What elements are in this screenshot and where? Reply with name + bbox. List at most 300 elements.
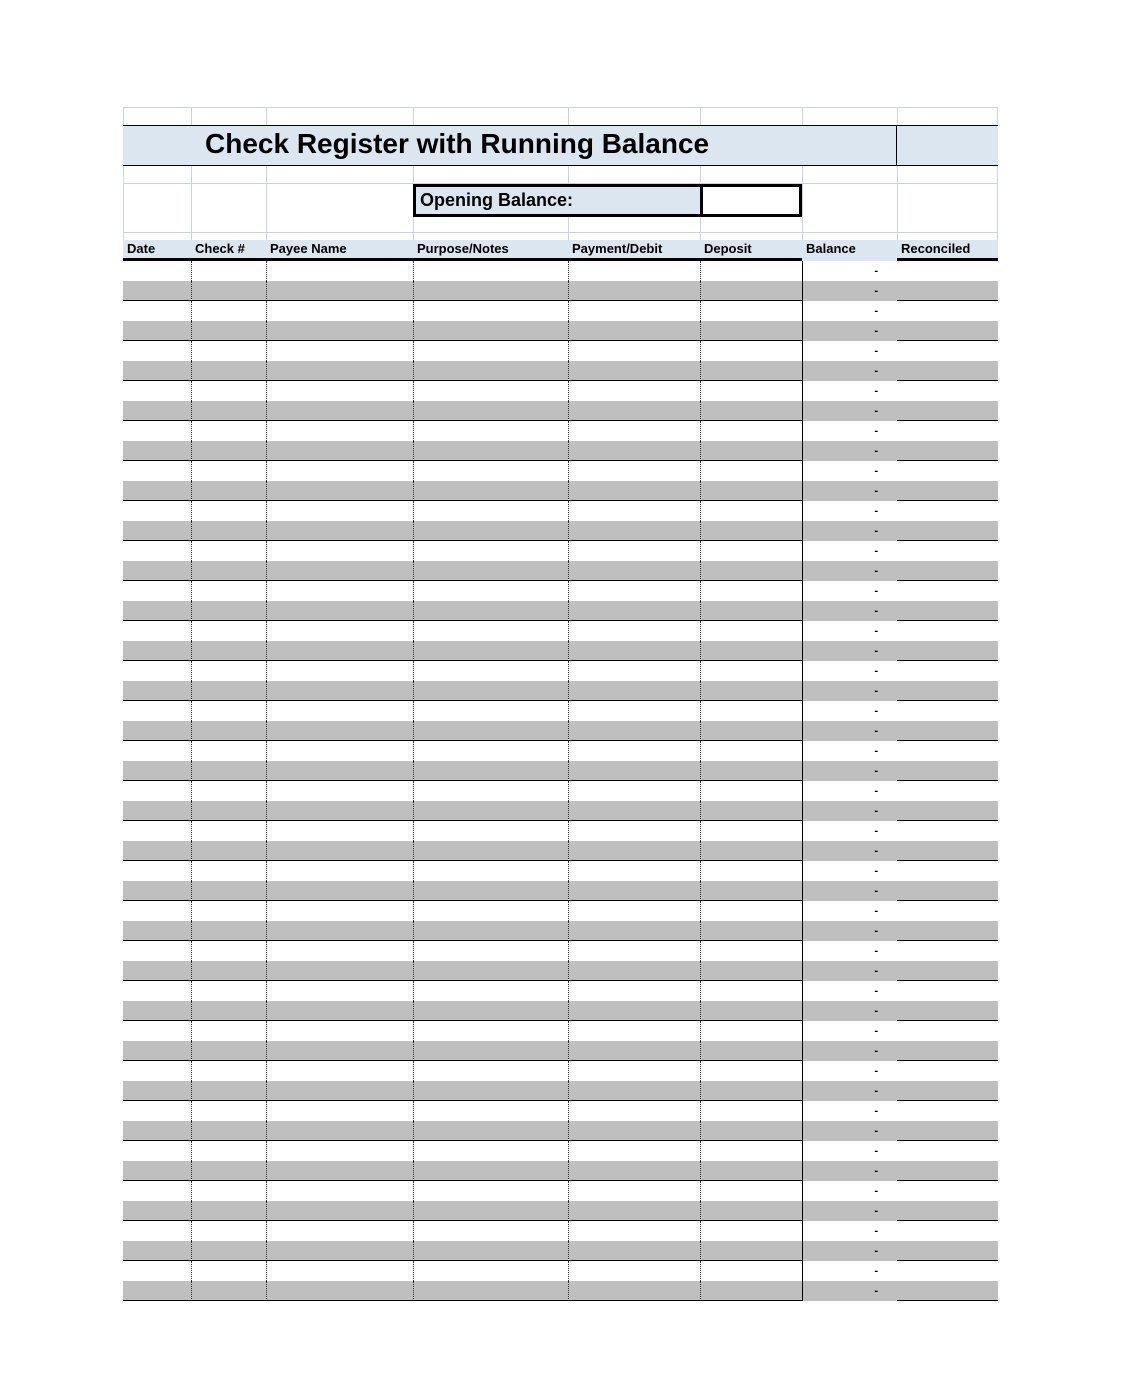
cell-check-number[interactable]	[191, 1181, 266, 1201]
cell-check-number[interactable]	[191, 1001, 266, 1021]
cell-purpose-notes[interactable]	[413, 781, 568, 801]
cell-date[interactable]	[123, 301, 191, 321]
cell-payee-name[interactable]	[266, 1141, 413, 1161]
cell-check-number[interactable]	[191, 1041, 266, 1061]
cell-date[interactable]	[123, 441, 191, 461]
cell-date[interactable]	[123, 261, 191, 281]
cell-purpose-notes[interactable]	[413, 321, 568, 341]
cell-payment-debit[interactable]	[568, 921, 700, 941]
cell-purpose-notes[interactable]	[413, 261, 568, 281]
cell-purpose-notes[interactable]	[413, 661, 568, 681]
cell-payment-debit[interactable]	[568, 581, 700, 601]
cell-payee-name[interactable]	[266, 741, 413, 761]
cell-payment-debit[interactable]	[568, 1181, 700, 1201]
cell-payee-name[interactable]	[266, 621, 413, 641]
cell-payment-debit[interactable]	[568, 1021, 700, 1041]
cell-date[interactable]	[123, 941, 191, 961]
cell-reconciled[interactable]	[897, 281, 998, 301]
cell-purpose-notes[interactable]	[413, 361, 568, 381]
cell-deposit[interactable]	[700, 1221, 802, 1241]
cell-purpose-notes[interactable]	[413, 381, 568, 401]
cell-deposit[interactable]	[700, 281, 802, 301]
cell-deposit[interactable]	[700, 821, 802, 841]
cell-payee-name[interactable]	[266, 941, 413, 961]
cell-reconciled[interactable]	[897, 1161, 998, 1181]
cell-reconciled[interactable]	[897, 461, 998, 481]
cell-purpose-notes[interactable]	[413, 421, 568, 441]
cell-payee-name[interactable]	[266, 1121, 413, 1141]
cell-date[interactable]	[123, 1061, 191, 1081]
cell-purpose-notes[interactable]	[413, 881, 568, 901]
cell-payee-name[interactable]	[266, 601, 413, 621]
cell-payee-name[interactable]	[266, 341, 413, 361]
cell-check-number[interactable]	[191, 621, 266, 641]
cell-date[interactable]	[123, 621, 191, 641]
cell-deposit[interactable]	[700, 601, 802, 621]
cell-purpose-notes[interactable]	[413, 1181, 568, 1201]
cell-date[interactable]	[123, 481, 191, 501]
cell-date[interactable]	[123, 561, 191, 581]
cell-payment-debit[interactable]	[568, 981, 700, 1001]
cell-payee-name[interactable]	[266, 461, 413, 481]
cell-reconciled[interactable]	[897, 721, 998, 741]
cell-purpose-notes[interactable]	[413, 761, 568, 781]
cell-deposit[interactable]	[700, 1161, 802, 1181]
cell-deposit[interactable]	[700, 1041, 802, 1061]
cell-deposit[interactable]	[700, 381, 802, 401]
cell-deposit[interactable]	[700, 761, 802, 781]
cell-check-number[interactable]	[191, 281, 266, 301]
cell-date[interactable]	[123, 921, 191, 941]
cell-payee-name[interactable]	[266, 1241, 413, 1261]
cell-payment-debit[interactable]	[568, 501, 700, 521]
cell-deposit[interactable]	[700, 1141, 802, 1161]
cell-purpose-notes[interactable]	[413, 1281, 568, 1301]
cell-date[interactable]	[123, 1221, 191, 1241]
cell-reconciled[interactable]	[897, 821, 998, 841]
cell-reconciled[interactable]	[897, 581, 998, 601]
cell-purpose-notes[interactable]	[413, 1161, 568, 1181]
cell-reconciled[interactable]	[897, 881, 998, 901]
cell-deposit[interactable]	[700, 1021, 802, 1041]
cell-purpose-notes[interactable]	[413, 341, 568, 361]
cell-date[interactable]	[123, 701, 191, 721]
cell-deposit[interactable]	[700, 941, 802, 961]
cell-payee-name[interactable]	[266, 961, 413, 981]
cell-check-number[interactable]	[191, 601, 266, 621]
cell-payee-name[interactable]	[266, 1281, 413, 1301]
cell-purpose-notes[interactable]	[413, 461, 568, 481]
cell-deposit[interactable]	[700, 581, 802, 601]
cell-reconciled[interactable]	[897, 681, 998, 701]
cell-payment-debit[interactable]	[568, 961, 700, 981]
cell-purpose-notes[interactable]	[413, 1141, 568, 1161]
cell-date[interactable]	[123, 1261, 191, 1281]
cell-reconciled[interactable]	[897, 841, 998, 861]
cell-deposit[interactable]	[700, 661, 802, 681]
cell-date[interactable]	[123, 501, 191, 521]
cell-payment-debit[interactable]	[568, 641, 700, 661]
cell-payee-name[interactable]	[266, 261, 413, 281]
cell-reconciled[interactable]	[897, 381, 998, 401]
cell-deposit[interactable]	[700, 1121, 802, 1141]
cell-check-number[interactable]	[191, 881, 266, 901]
cell-check-number[interactable]	[191, 821, 266, 841]
cell-deposit[interactable]	[700, 321, 802, 341]
cell-payment-debit[interactable]	[568, 1201, 700, 1221]
cell-deposit[interactable]	[700, 521, 802, 541]
cell-purpose-notes[interactable]	[413, 621, 568, 641]
cell-payee-name[interactable]	[266, 541, 413, 561]
cell-check-number[interactable]	[191, 261, 266, 281]
cell-check-number[interactable]	[191, 381, 266, 401]
cell-reconciled[interactable]	[897, 861, 998, 881]
cell-purpose-notes[interactable]	[413, 601, 568, 621]
cell-payment-debit[interactable]	[568, 721, 700, 741]
cell-deposit[interactable]	[700, 1181, 802, 1201]
cell-check-number[interactable]	[191, 1241, 266, 1261]
cell-date[interactable]	[123, 1281, 191, 1301]
cell-payment-debit[interactable]	[568, 401, 700, 421]
cell-check-number[interactable]	[191, 561, 266, 581]
cell-payment-debit[interactable]	[568, 441, 700, 461]
cell-payment-debit[interactable]	[568, 521, 700, 541]
cell-check-number[interactable]	[191, 1081, 266, 1101]
cell-purpose-notes[interactable]	[413, 721, 568, 741]
cell-reconciled[interactable]	[897, 541, 998, 561]
cell-deposit[interactable]	[700, 501, 802, 521]
cell-date[interactable]	[123, 681, 191, 701]
cell-purpose-notes[interactable]	[413, 901, 568, 921]
cell-date[interactable]	[123, 461, 191, 481]
cell-date[interactable]	[123, 1121, 191, 1141]
cell-payment-debit[interactable]	[568, 901, 700, 921]
cell-purpose-notes[interactable]	[413, 1041, 568, 1061]
cell-deposit[interactable]	[700, 1001, 802, 1021]
cell-date[interactable]	[123, 1041, 191, 1061]
cell-purpose-notes[interactable]	[413, 521, 568, 541]
cell-payee-name[interactable]	[266, 321, 413, 341]
cell-payment-debit[interactable]	[568, 801, 700, 821]
cell-deposit[interactable]	[700, 461, 802, 481]
cell-purpose-notes[interactable]	[413, 801, 568, 821]
cell-payee-name[interactable]	[266, 681, 413, 701]
cell-purpose-notes[interactable]	[413, 561, 568, 581]
cell-purpose-notes[interactable]	[413, 441, 568, 461]
cell-check-number[interactable]	[191, 541, 266, 561]
cell-reconciled[interactable]	[897, 1041, 998, 1061]
cell-payee-name[interactable]	[266, 301, 413, 321]
cell-payee-name[interactable]	[266, 1041, 413, 1061]
cell-payment-debit[interactable]	[568, 621, 700, 641]
cell-check-number[interactable]	[191, 1141, 266, 1161]
cell-date[interactable]	[123, 661, 191, 681]
cell-payee-name[interactable]	[266, 421, 413, 441]
cell-purpose-notes[interactable]	[413, 921, 568, 941]
cell-check-number[interactable]	[191, 941, 266, 961]
cell-payment-debit[interactable]	[568, 281, 700, 301]
cell-date[interactable]	[123, 361, 191, 381]
cell-reconciled[interactable]	[897, 261, 998, 281]
cell-payment-debit[interactable]	[568, 381, 700, 401]
cell-payment-debit[interactable]	[568, 601, 700, 621]
cell-payee-name[interactable]	[266, 801, 413, 821]
cell-date[interactable]	[123, 1161, 191, 1181]
cell-purpose-notes[interactable]	[413, 1261, 568, 1281]
cell-deposit[interactable]	[700, 1201, 802, 1221]
cell-check-number[interactable]	[191, 761, 266, 781]
cell-reconciled[interactable]	[897, 1081, 998, 1101]
cell-date[interactable]	[123, 881, 191, 901]
cell-deposit[interactable]	[700, 861, 802, 881]
cell-payment-debit[interactable]	[568, 761, 700, 781]
cell-date[interactable]	[123, 341, 191, 361]
cell-purpose-notes[interactable]	[413, 701, 568, 721]
cell-deposit[interactable]	[700, 721, 802, 741]
cell-reconciled[interactable]	[897, 301, 998, 321]
cell-reconciled[interactable]	[897, 621, 998, 641]
cell-payee-name[interactable]	[266, 521, 413, 541]
cell-check-number[interactable]	[191, 981, 266, 1001]
cell-date[interactable]	[123, 541, 191, 561]
cell-reconciled[interactable]	[897, 1001, 998, 1021]
cell-date[interactable]	[123, 721, 191, 741]
cell-payee-name[interactable]	[266, 381, 413, 401]
cell-reconciled[interactable]	[897, 521, 998, 541]
cell-purpose-notes[interactable]	[413, 501, 568, 521]
cell-deposit[interactable]	[700, 921, 802, 941]
cell-deposit[interactable]	[700, 361, 802, 381]
cell-purpose-notes[interactable]	[413, 1101, 568, 1121]
cell-payee-name[interactable]	[266, 761, 413, 781]
cell-payee-name[interactable]	[266, 981, 413, 1001]
cell-reconciled[interactable]	[897, 761, 998, 781]
cell-check-number[interactable]	[191, 661, 266, 681]
cell-purpose-notes[interactable]	[413, 861, 568, 881]
cell-purpose-notes[interactable]	[413, 1061, 568, 1081]
cell-payment-debit[interactable]	[568, 1041, 700, 1061]
cell-payee-name[interactable]	[266, 361, 413, 381]
cell-check-number[interactable]	[191, 721, 266, 741]
cell-deposit[interactable]	[700, 1241, 802, 1261]
cell-date[interactable]	[123, 821, 191, 841]
cell-payee-name[interactable]	[266, 901, 413, 921]
cell-payee-name[interactable]	[266, 821, 413, 841]
cell-payment-debit[interactable]	[568, 261, 700, 281]
cell-payee-name[interactable]	[266, 1061, 413, 1081]
cell-check-number[interactable]	[191, 681, 266, 701]
cell-payee-name[interactable]	[266, 781, 413, 801]
cell-deposit[interactable]	[700, 261, 802, 281]
cell-date[interactable]	[123, 761, 191, 781]
cell-date[interactable]	[123, 1001, 191, 1021]
cell-check-number[interactable]	[191, 321, 266, 341]
cell-purpose-notes[interactable]	[413, 581, 568, 601]
cell-reconciled[interactable]	[897, 661, 998, 681]
cell-reconciled[interactable]	[897, 321, 998, 341]
cell-date[interactable]	[123, 861, 191, 881]
cell-payee-name[interactable]	[266, 661, 413, 681]
cell-purpose-notes[interactable]	[413, 981, 568, 1001]
cell-date[interactable]	[123, 801, 191, 821]
cell-deposit[interactable]	[700, 1061, 802, 1081]
cell-payee-name[interactable]	[266, 1201, 413, 1221]
cell-deposit[interactable]	[700, 881, 802, 901]
cell-payment-debit[interactable]	[568, 321, 700, 341]
cell-payment-debit[interactable]	[568, 941, 700, 961]
cell-reconciled[interactable]	[897, 741, 998, 761]
cell-deposit[interactable]	[700, 541, 802, 561]
cell-purpose-notes[interactable]	[413, 301, 568, 321]
cell-reconciled[interactable]	[897, 341, 998, 361]
cell-payment-debit[interactable]	[568, 561, 700, 581]
cell-purpose-notes[interactable]	[413, 481, 568, 501]
cell-payment-debit[interactable]	[568, 1281, 700, 1301]
cell-check-number[interactable]	[191, 521, 266, 541]
cell-reconciled[interactable]	[897, 1201, 998, 1221]
cell-reconciled[interactable]	[897, 601, 998, 621]
cell-check-number[interactable]	[191, 861, 266, 881]
cell-purpose-notes[interactable]	[413, 1121, 568, 1141]
cell-reconciled[interactable]	[897, 1061, 998, 1081]
cell-payee-name[interactable]	[266, 561, 413, 581]
cell-check-number[interactable]	[191, 1021, 266, 1041]
cell-payee-name[interactable]	[266, 481, 413, 501]
cell-deposit[interactable]	[700, 441, 802, 461]
cell-payee-name[interactable]	[266, 881, 413, 901]
cell-deposit[interactable]	[700, 681, 802, 701]
cell-deposit[interactable]	[700, 341, 802, 361]
cell-deposit[interactable]	[700, 1081, 802, 1101]
cell-payment-debit[interactable]	[568, 1161, 700, 1181]
cell-deposit[interactable]	[700, 701, 802, 721]
cell-payee-name[interactable]	[266, 281, 413, 301]
cell-purpose-notes[interactable]	[413, 841, 568, 861]
cell-date[interactable]	[123, 1181, 191, 1201]
cell-reconciled[interactable]	[897, 1221, 998, 1241]
cell-payment-debit[interactable]	[568, 461, 700, 481]
cell-date[interactable]	[123, 401, 191, 421]
cell-check-number[interactable]	[191, 461, 266, 481]
cell-purpose-notes[interactable]	[413, 1201, 568, 1221]
cell-payment-debit[interactable]	[568, 861, 700, 881]
cell-reconciled[interactable]	[897, 1241, 998, 1261]
cell-date[interactable]	[123, 601, 191, 621]
cell-payment-debit[interactable]	[568, 1101, 700, 1121]
cell-date[interactable]	[123, 281, 191, 301]
cell-purpose-notes[interactable]	[413, 961, 568, 981]
cell-reconciled[interactable]	[897, 361, 998, 381]
cell-purpose-notes[interactable]	[413, 941, 568, 961]
cell-deposit[interactable]	[700, 961, 802, 981]
cell-reconciled[interactable]	[897, 441, 998, 461]
cell-deposit[interactable]	[700, 1261, 802, 1281]
cell-payee-name[interactable]	[266, 1081, 413, 1101]
cell-payment-debit[interactable]	[568, 1241, 700, 1261]
cell-reconciled[interactable]	[897, 941, 998, 961]
cell-date[interactable]	[123, 981, 191, 1001]
cell-reconciled[interactable]	[897, 1021, 998, 1041]
cell-date[interactable]	[123, 1101, 191, 1121]
cell-payment-debit[interactable]	[568, 1141, 700, 1161]
cell-check-number[interactable]	[191, 801, 266, 821]
cell-date[interactable]	[123, 1241, 191, 1261]
cell-date[interactable]	[123, 841, 191, 861]
cell-reconciled[interactable]	[897, 401, 998, 421]
cell-check-number[interactable]	[191, 781, 266, 801]
cell-date[interactable]	[123, 741, 191, 761]
cell-purpose-notes[interactable]	[413, 281, 568, 301]
cell-payment-debit[interactable]	[568, 481, 700, 501]
cell-check-number[interactable]	[191, 361, 266, 381]
cell-reconciled[interactable]	[897, 981, 998, 1001]
cell-deposit[interactable]	[700, 641, 802, 661]
cell-check-number[interactable]	[191, 1261, 266, 1281]
cell-date[interactable]	[123, 1081, 191, 1101]
cell-payment-debit[interactable]	[568, 301, 700, 321]
cell-deposit[interactable]	[700, 421, 802, 441]
cell-payee-name[interactable]	[266, 921, 413, 941]
cell-payee-name[interactable]	[266, 1221, 413, 1241]
cell-payment-debit[interactable]	[568, 1261, 700, 1281]
cell-payment-debit[interactable]	[568, 741, 700, 761]
cell-reconciled[interactable]	[897, 1121, 998, 1141]
cell-check-number[interactable]	[191, 701, 266, 721]
cell-check-number[interactable]	[191, 421, 266, 441]
cell-purpose-notes[interactable]	[413, 1241, 568, 1261]
cell-check-number[interactable]	[191, 1121, 266, 1141]
cell-date[interactable]	[123, 1141, 191, 1161]
cell-check-number[interactable]	[191, 581, 266, 601]
cell-reconciled[interactable]	[897, 781, 998, 801]
cell-reconciled[interactable]	[897, 1261, 998, 1281]
cell-payee-name[interactable]	[266, 1001, 413, 1021]
cell-date[interactable]	[123, 1021, 191, 1041]
cell-deposit[interactable]	[700, 301, 802, 321]
cell-check-number[interactable]	[191, 1101, 266, 1121]
cell-reconciled[interactable]	[897, 501, 998, 521]
cell-payment-debit[interactable]	[568, 541, 700, 561]
cell-purpose-notes[interactable]	[413, 1221, 568, 1241]
cell-payment-debit[interactable]	[568, 421, 700, 441]
cell-reconciled[interactable]	[897, 1181, 998, 1201]
cell-payee-name[interactable]	[266, 1101, 413, 1121]
cell-payee-name[interactable]	[266, 721, 413, 741]
cell-purpose-notes[interactable]	[413, 641, 568, 661]
cell-check-number[interactable]	[191, 301, 266, 321]
cell-reconciled[interactable]	[897, 961, 998, 981]
cell-payee-name[interactable]	[266, 641, 413, 661]
cell-purpose-notes[interactable]	[413, 1001, 568, 1021]
cell-check-number[interactable]	[191, 501, 266, 521]
cell-payment-debit[interactable]	[568, 661, 700, 681]
cell-check-number[interactable]	[191, 1281, 266, 1301]
cell-check-number[interactable]	[191, 901, 266, 921]
cell-deposit[interactable]	[700, 841, 802, 861]
cell-reconciled[interactable]	[897, 701, 998, 721]
cell-check-number[interactable]	[191, 741, 266, 761]
cell-reconciled[interactable]	[897, 801, 998, 821]
cell-payment-debit[interactable]	[568, 881, 700, 901]
cell-date[interactable]	[123, 901, 191, 921]
cell-date[interactable]	[123, 781, 191, 801]
cell-purpose-notes[interactable]	[413, 1021, 568, 1041]
cell-reconciled[interactable]	[897, 561, 998, 581]
cell-payment-debit[interactable]	[568, 361, 700, 381]
cell-reconciled[interactable]	[897, 641, 998, 661]
cell-payment-debit[interactable]	[568, 781, 700, 801]
cell-check-number[interactable]	[191, 481, 266, 501]
